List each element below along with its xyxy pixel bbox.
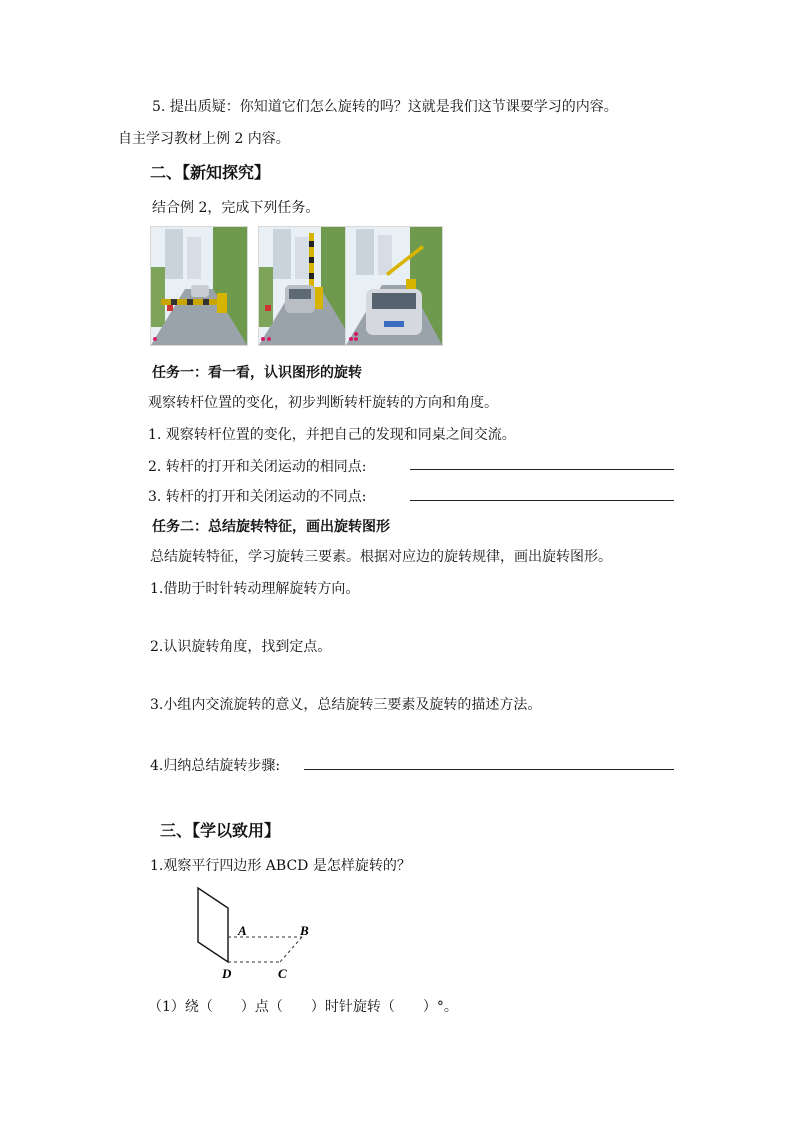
task2-item-1: 1.借助于时针转动理解旋转方向。 <box>150 581 360 597</box>
section2-heading: 二、【新知探究】 <box>150 163 271 182</box>
answer-blank-different[interactable] <box>410 500 674 501</box>
task2-item-4: 4.归纳总结旋转步骤: <box>150 758 281 774</box>
section3-question-1: 1.观察平行四边形 ABCD 是怎样旋转的？ <box>150 858 411 874</box>
label-d: D <box>222 966 232 981</box>
task1-title: 任务一：看一看，认识图形的旋转 <box>152 365 362 381</box>
barrier-photo-closed <box>150 226 248 346</box>
task1-item-3: 3. 转杆的打开和关闭运动的不同点: <box>148 489 367 505</box>
task2-desc: 总结旋转特征，学习旋转三要素。根据对应边的旋转规律，画出旋转图形。 <box>150 549 612 565</box>
step5-line1: 5. 提出质疑：你知道它们怎么旋转的吗？这就是我们这节课要学习的内容。 <box>152 99 618 115</box>
section2-intro: 结合例 2，完成下列任务。 <box>152 200 320 216</box>
edge-bc <box>280 937 302 962</box>
rotated-parallelogram <box>198 888 228 962</box>
task1-desc: 观察转杆位置的变化，初步判断转杆旋转的方向和角度。 <box>148 395 498 411</box>
label-c: C <box>278 966 287 981</box>
task1-item-2: 2. 转杆的打开和关闭运动的相同点: <box>148 459 367 475</box>
label-a: A <box>238 923 247 938</box>
section3-answer-1: （1）绕（ ）点（ ）时针旋转（ ）°。 <box>148 999 458 1015</box>
label-b: B <box>300 923 309 938</box>
section3-heading: 三、【学以致用】 <box>160 821 281 840</box>
task2-title: 任务二：总结旋转特征，画出旋转图形 <box>152 519 390 535</box>
task2-item-3: 3.小组内交流旋转的意义，总结旋转三要素及旋转的描述方法。 <box>150 697 542 713</box>
barrier-photo-open <box>345 226 443 346</box>
step5-line2: 自主学习教材上例 2 内容。 <box>118 131 290 147</box>
task2-item-2: 2.认识旋转角度，找到定点。 <box>150 639 332 655</box>
task1-item-1: 1. 观察转杆位置的变化，并把自己的发现和同桌之间交流。 <box>148 427 516 443</box>
parallelogram-rotation-figure <box>180 880 330 984</box>
answer-blank-same[interactable] <box>410 469 674 470</box>
barrier-photo-opening <box>258 226 356 346</box>
answer-blank-steps[interactable] <box>304 769 674 770</box>
